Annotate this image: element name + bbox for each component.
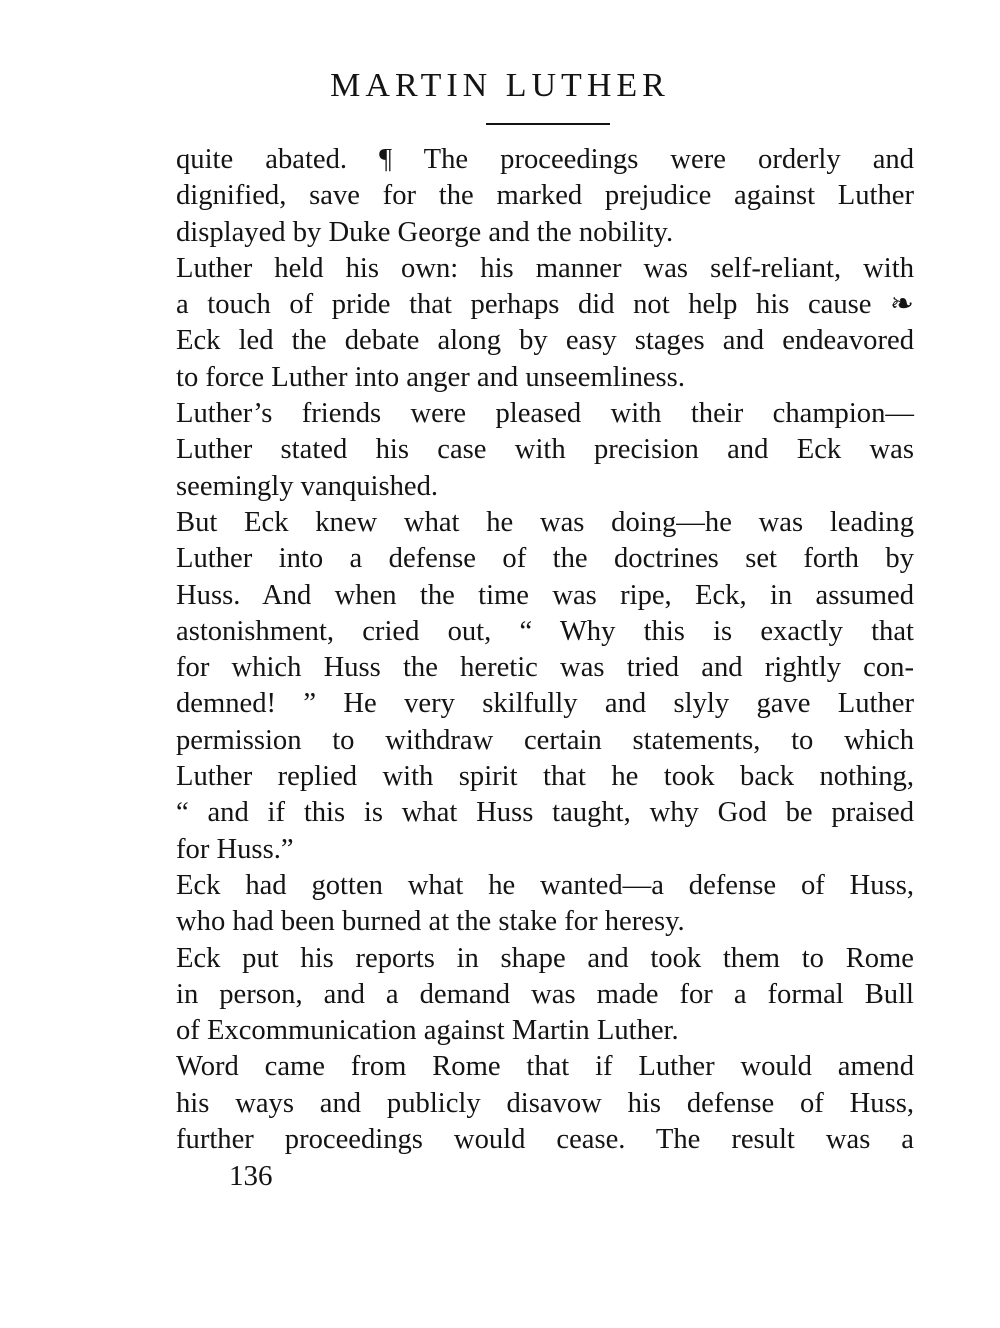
text-line: to force Luther into anger and unseemliness. <box>176 361 685 393</box>
text-line: Luther held his own: his manner was self-reliant, with <box>176 252 914 284</box>
text-line: for Huss.” <box>176 833 294 865</box>
text-line: Word came from Rome that if Luther would amend <box>176 1051 914 1083</box>
text-line: permission to withdraw certain statements, to which <box>176 724 914 756</box>
text-line: his ways and publicly disavow his defense of Huss, <box>176 1087 914 1119</box>
text-line: “ and if this is what Huss taught, why God be praised <box>176 797 914 829</box>
body-text <box>176 142 914 1158</box>
text-line: of Excommunication against Martin Luther. <box>176 1015 679 1047</box>
text-line: seemingly vanquished. <box>176 470 439 502</box>
text-line: quite abated. ¶ The proceedings were orderly and <box>176 144 914 175</box>
text-line: Luther replied with spirit that he took back nothing, <box>176 761 914 793</box>
text-line: a touch of pride that perhaps did not help his cause ❧ <box>176 289 914 321</box>
text-line: dignified, save for the marked prejudice against Luther <box>176 180 914 212</box>
text-line: who had been burned at the stake for heresy. <box>176 906 685 938</box>
text-line: for which Huss the heretic was tried and rightly con- <box>176 652 914 684</box>
text-line: astonishment, cried out, “ Why this is exactly that <box>176 615 914 647</box>
text-line: Eck had gotten what he wanted—a defense of Huss, <box>176 869 914 901</box>
text-line: in person, and a demand was made for a formal Bull <box>176 978 914 1010</box>
text-line: demned! ” He very skilfully and slyly gave Luther <box>176 688 914 720</box>
text-line: Huss. And when the time was ripe, Eck, in assumed <box>176 579 914 611</box>
header-rule <box>486 123 610 125</box>
text-line: But Eck knew what he was doing—he was leading <box>176 506 914 538</box>
text-line: Luther’s friends were pleased with their champion— <box>176 398 914 430</box>
text-line: Luther into a defense of the doctrines set forth by <box>176 543 914 575</box>
page-number: 136 <box>229 1160 273 1192</box>
text-line: displayed by Duke George and the nobility. <box>176 216 674 248</box>
text-line: Eck put his reports in shape and took them to Rome <box>176 942 914 974</box>
text-line: Luther stated his case with precision and Eck was <box>176 434 914 466</box>
text-line: Eck led the debate along by easy stages and endeavored <box>176 325 914 357</box>
running-head: MARTIN LUTHER <box>330 67 670 104</box>
text-line: further proceedings would cease. The result was a <box>176 1124 914 1156</box>
